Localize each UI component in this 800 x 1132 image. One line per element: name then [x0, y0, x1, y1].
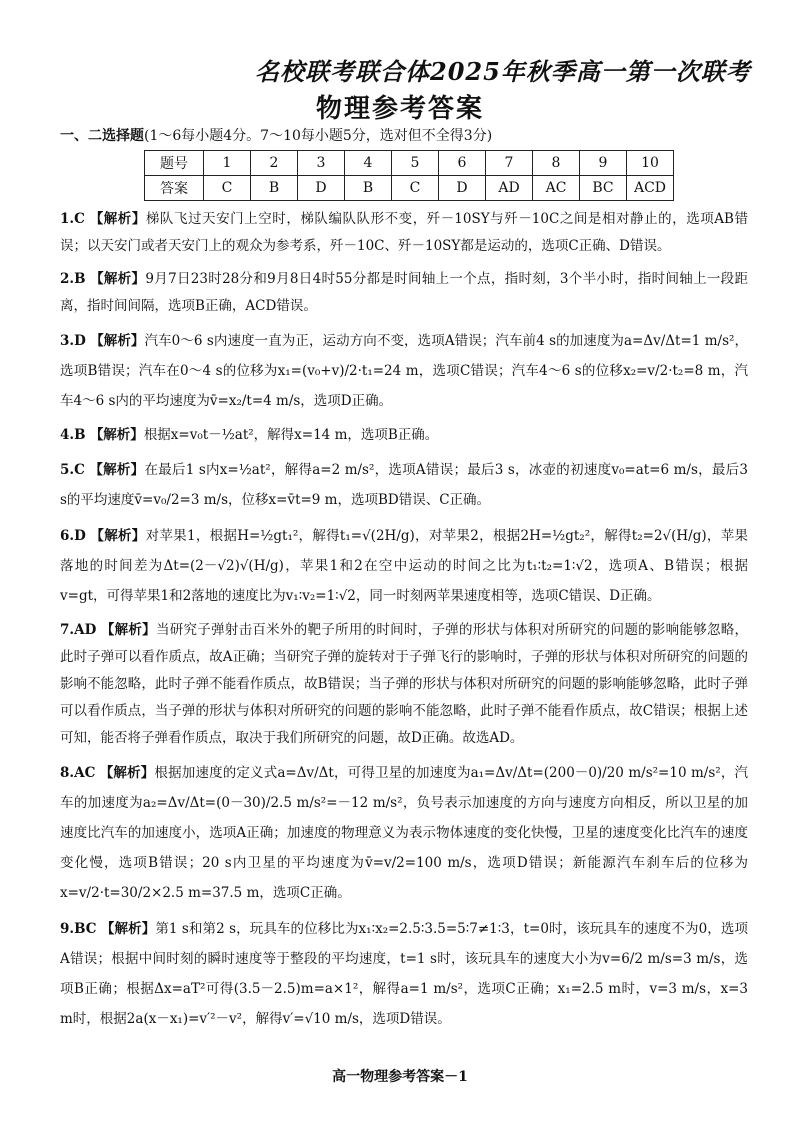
question-number: 4 — [345, 151, 392, 176]
answer-cell: AC — [533, 176, 580, 201]
answer-cell: ACD — [627, 176, 674, 201]
question-answer: 7.AD — [60, 622, 97, 638]
question-answer: 6.D — [60, 528, 86, 544]
question-answer: 4.B — [60, 427, 86, 443]
explanation-item — [60, 455, 748, 515]
answer-table — [144, 150, 674, 201]
explanation-text: 根据x=v₀t－½at²，解得x=14 m，选项B正确。 — [143, 427, 439, 443]
exam-title: 名校联考联合体2025年秋季高一第一次联考 — [255, 57, 751, 86]
question-number: 7 — [486, 151, 533, 176]
question-answer: 8.AC — [60, 765, 96, 781]
question-number: 10 — [627, 151, 674, 176]
explanation-text: 汽车0～6 s内速度一直为正，运动方向不变，选项A错误；汽车前4 s的加速度为a=Δv/Δt=1 m/s²，选项B错误；汽车在0～4 s的位移为x₁=(v₀+v)/2·t₁=24 m，选项C错误；汽车4～6 s的位移x₂=v/2·t₂=8 m，汽车4～6 s内的平均速度为v̄=x₂/t=4 m/s，选项D正确。 — [60, 333, 748, 409]
explanation-item — [60, 266, 748, 320]
analysis-tag: 【解析】 — [89, 462, 145, 478]
explanation-text: 对苹果1，根据H=½gt₁²，解得t₁=√(2H/g)，对苹果2，根据2H=½gt₂²，解得t₂=2√(H/g)，苹果落地的时间差为Δt=(2－√2)√(H/g)，苹果1和2在空中运动的时间之比为t₁∶t₂=1∶√2，选项A、B错误；根据v=gt，可得苹果1和2落地的速度比为v₁∶v₂=1∶√2，同一时刻两苹果速度相等，选项C错误、D正确。 — [60, 528, 749, 604]
answer-cell: B — [345, 176, 392, 201]
question-number: 8 — [533, 151, 580, 176]
explanation-text: 根据加速度的定义式a=Δv/Δt，可得卫星的加速度为a₁=Δv/Δt=(200－0)/20 m/s²=10 m/s²，汽车的加速度为a₂=Δv/Δt=(0－30)/2.5 m/s²=－12 m/s²，负号表示加速度的方向与速度方向相反，所以卫星的加速度比汽车的加速度小，选项A正确；加速度的物理意义为表示物体速度的变化快慢，卫星的速度变化比汽车的速度变化慢，选项B错误；20 s内卫星的平均速度为v̄=v/2=100 m/s，选项D错误；新能源汽车刹车后的位移为x=v/2·t=30/2×2.5 m=37.5 m，选项C正确。 — [60, 765, 748, 901]
question-number: 3 — [298, 151, 345, 176]
explanation-text: 在最后1 s内x=½at²，解得a=2 m/s²，选项A错误；最后3 s，冰壶的初速度v₀=at=6 m/s，最后3 s的平均速度v̄=v₀/2=3 m/s，位移x=v̄t=9 m，选项BD错误、C正确。 — [60, 462, 749, 508]
explanation-text: 梯队飞过天安门上空时，梯队编队队形不变，歼－10SY与歼－10C之间是相对静止的，选项AB错误；以天安门或者天安门上的观众为参考系，歼－10C、歼－10SY都是运动的，选项C正确、D错误。 — [60, 211, 749, 254]
answer-cell: BC — [580, 176, 627, 201]
section-heading — [60, 125, 492, 145]
explanations — [60, 206, 748, 1040]
question-number: 6 — [439, 151, 486, 176]
question-answer: 3.D — [60, 333, 86, 349]
answer-cell: B — [251, 176, 298, 201]
analysis-tag: 【解析】 — [90, 528, 146, 544]
analysis-tag: 【解析】 — [90, 271, 146, 287]
question-number: 2 — [251, 151, 298, 176]
explanation-item — [60, 914, 748, 1034]
analysis-tag: 【解析】 — [89, 211, 146, 227]
question-answer: 2.B — [60, 271, 86, 287]
answer-row — [145, 176, 674, 201]
analysis-tag: 【解析】 — [100, 622, 156, 638]
section-heading-label: 一、二选择题 — [60, 128, 144, 144]
explanation-text: 第1 s和第2 s，玩具车的位移比为x₁∶x₂=2.5∶3.5=5∶7≠1∶3，t=0时，该玩具车的速度不为0，选项A错误；根据中间时刻的瞬时速度等于整段的平均速度，t=1 s时，该玩具车的速度大小为v=6/2 m/s=3 m/s，选项B正确；根据Δx=aT²可得(3.5－2.5)m=a×1²，解得a=1 m/s²，选项C正确；x₁=2.5 m时，v=3 m/s，x=3 m时，根据2a(x－x₁)=v′²－v²，解得v′=√10 m/s，选项D错误。 — [60, 921, 749, 1027]
answer-header: 答案 — [145, 176, 204, 201]
question-number: 1 — [204, 151, 251, 176]
question-number-row — [145, 151, 674, 176]
answer-cell: AD — [486, 176, 533, 201]
page-title: 物理参考答案 — [315, 94, 484, 124]
explanation-text: 当研究子弹射击百米外的靶子所用的时间时，子弹的形状与体积对所研究的问题的影响能够忽略，此时子弹可以看作质点，故A正确；当研究子弹的旋转对于子弹飞行的影响时，子弹的形状与体积对所研究的问题的影响不能忽略，此时子弹不能看作质点，故B错误；当子弹的形状与体积对所研究的问题的影响能够忽略，此时子弹可以看作质点，当子弹的形状与体积对所研究的问题的影响不能忽略，此时子弹不能看作质点，故C错误；根据上述可知，能否将子弹看作质点，取决于我们所研究的问题，故D正确。故选AD。 — [60, 622, 749, 746]
explanation-item — [60, 422, 748, 449]
explanation-text: 9月7日23时28分和9月8日4时55分都是时间轴上一个点，指时刻，3个半小时，指时间轴上一段距离，指时间间隔，选项B正确，ACD错误。 — [60, 271, 748, 314]
question-number: 5 — [392, 151, 439, 176]
explanation-item — [60, 206, 748, 260]
question-answer: 5.C — [60, 462, 85, 478]
answer-cell: C — [392, 176, 439, 201]
analysis-tag: 【解析】 — [100, 921, 156, 937]
analysis-tag: 【解析】 — [89, 427, 144, 443]
question-number: 9 — [580, 151, 627, 176]
answer-cell: D — [298, 176, 345, 201]
answer-cell: D — [439, 176, 486, 201]
answer-cell: C — [204, 176, 251, 201]
question-answer: 1.C — [60, 211, 85, 227]
question-answer: 9.BC — [60, 921, 97, 937]
question-number-header: 题号 — [145, 151, 204, 176]
explanation-item — [60, 326, 748, 416]
explanation-item — [60, 521, 748, 611]
section-scoring-note: (1～6每小题4分。7～10每小题5分，选对但不全得3分) — [144, 128, 493, 144]
explanation-item — [60, 617, 748, 752]
explanation-item — [60, 758, 748, 908]
page-footer: 高一物理参考答案－1 — [332, 1069, 468, 1085]
analysis-tag: 【解析】 — [99, 765, 155, 781]
analysis-tag: 【解析】 — [90, 333, 145, 349]
